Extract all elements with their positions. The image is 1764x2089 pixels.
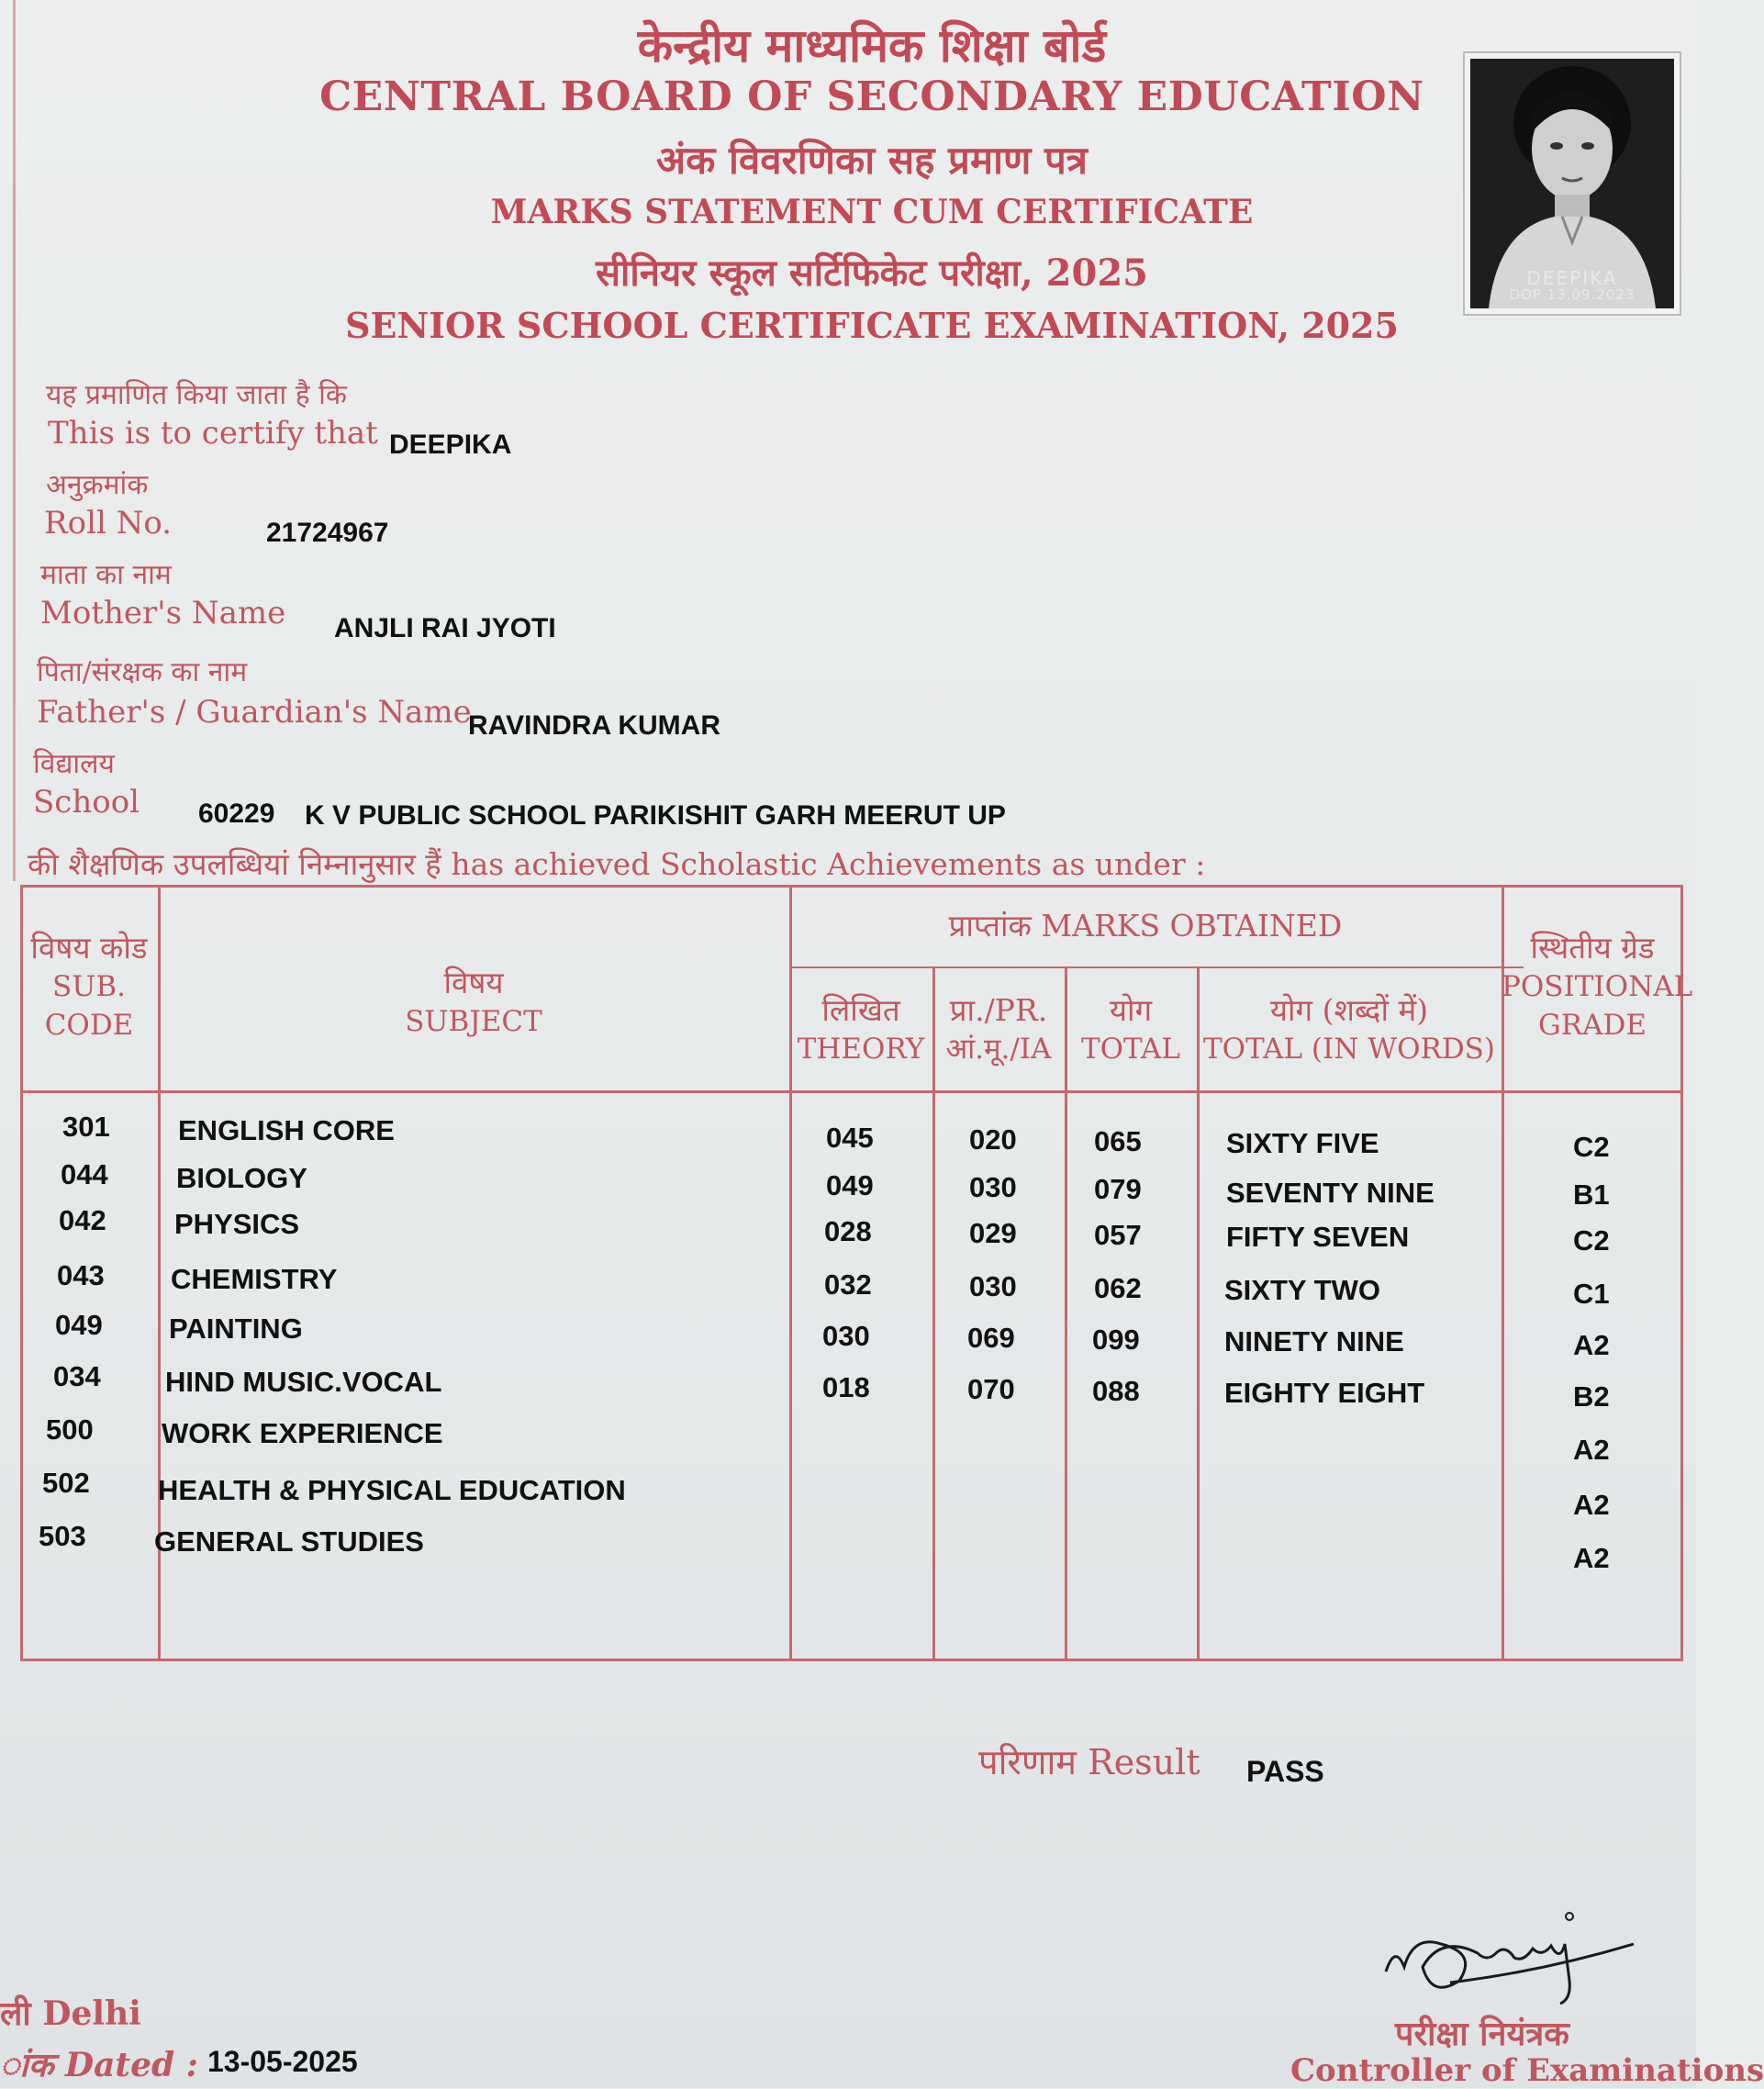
cell-subject: HEALTH & PHYSICAL EDUCATION — [158, 1474, 626, 1506]
page-border — [13, 0, 16, 881]
cell-practical: 070 — [967, 1373, 1015, 1405]
header-theory-en: THEORY — [797, 1033, 925, 1066]
photo-caption — [1470, 267, 1674, 303]
header-theory-hindi: लिखित — [821, 992, 900, 1028]
cell-total: 099 — [1092, 1324, 1140, 1356]
header-grade-en1: POSITIONAL — [1502, 970, 1693, 1003]
col-line-pr — [932, 966, 935, 1661]
cell-grade: A2 — [1573, 1489, 1610, 1521]
marks-table — [20, 885, 1693, 1661]
cell-total-words: EIGHTY EIGHT — [1224, 1377, 1425, 1409]
cell-total-words: SIXTY FIVE — [1226, 1127, 1379, 1159]
cell-grade: C1 — [1573, 1278, 1610, 1310]
header-total-en: TOTAL — [1080, 1033, 1181, 1066]
cell-total-words: SIXTY TWO — [1224, 1274, 1380, 1306]
controller-title: Controller of Examinations — [1290, 2052, 1764, 2089]
cell-total-words: NINETY NINE — [1224, 1325, 1404, 1357]
header-grade-hindi: स्थितीय ग्रेड — [1530, 930, 1655, 966]
col-line-total — [1065, 966, 1067, 1661]
cell-total-words: FIFTY SEVEN — [1226, 1221, 1410, 1253]
cell-subject: WORK EXPERIENCE — [162, 1417, 443, 1449]
cell-grade: C2 — [1573, 1224, 1610, 1257]
cell-code: 034 — [53, 1360, 101, 1392]
cell-code: 500 — [46, 1413, 94, 1446]
header-sub-code — [20, 929, 158, 1044]
board-title-hindi: केन्द्रीय माध्यमिक शिक्षा बोर्ड — [637, 18, 1107, 73]
roll-label: Roll No. — [44, 505, 173, 542]
header-words-hindi: योग (शब्दों में) — [1269, 992, 1429, 1028]
cell-practical: 069 — [967, 1322, 1015, 1354]
photo-date: DOP 13.09.2023 — [1509, 286, 1636, 303]
cell-total: 065 — [1094, 1125, 1142, 1157]
header-grade-en2: GRADE — [1538, 1009, 1647, 1042]
school-code: 60229 — [198, 799, 275, 829]
mother-label-hindi: माता का नाम — [40, 559, 172, 591]
cell-grade: A2 — [1573, 1542, 1610, 1574]
document-title-hindi: अंक विवरणिका सह प्रमाण पत्र — [656, 138, 1088, 183]
header-words-en: TOTAL (IN WORDS) — [1202, 1033, 1496, 1066]
controller-title-hindi: परीक्षा नियंत्रक — [1395, 2015, 1569, 2053]
header-code-en1: SUB. — [52, 970, 126, 1003]
cell-code: 503 — [39, 1520, 86, 1552]
certify-label: This is to certify that — [48, 415, 378, 452]
cell-total: 062 — [1094, 1272, 1142, 1304]
roll-number: 21724967 — [266, 518, 389, 548]
cell-total-words: SEVENTY NINE — [1226, 1177, 1435, 1209]
header-subject-hindi: विषय — [443, 965, 504, 1000]
cell-code: 049 — [55, 1309, 103, 1341]
table-border-bottom — [20, 1659, 1683, 1661]
header-positional-grade — [1502, 929, 1693, 1044]
header-code-hindi: विषय कोड — [30, 930, 148, 966]
cell-grade: B1 — [1573, 1179, 1610, 1211]
header-code-en2: CODE — [44, 1009, 134, 1042]
cell-practical: 030 — [969, 1270, 1017, 1302]
mother-name: ANJLI RAI JYOTI — [334, 613, 556, 643]
photo-name: DEEPIKA — [1526, 267, 1618, 289]
cell-grade: A2 — [1573, 1329, 1610, 1361]
cell-code: 042 — [59, 1204, 106, 1236]
dated-value: 13-05-2025 — [207, 2045, 358, 2078]
student-name: DEEPIKA — [389, 430, 512, 460]
header-total-words — [1197, 991, 1502, 1068]
cell-grade: B2 — [1573, 1380, 1610, 1413]
cell-code: 301 — [62, 1111, 110, 1143]
cell-subject: ENGLISH CORE — [178, 1114, 395, 1146]
cell-practical: 030 — [969, 1171, 1017, 1203]
cell-code: 502 — [42, 1467, 90, 1499]
cell-total: 079 — [1094, 1173, 1142, 1205]
father-label-hindi: पिता/संरक्षक का नाम — [37, 656, 248, 688]
father-name: RAVINDRA KUMAR — [468, 710, 720, 741]
marks-subheader-line — [789, 966, 1524, 968]
cell-theory: 049 — [826, 1169, 874, 1201]
header-total-hindi: योग — [1109, 992, 1153, 1028]
cell-theory: 032 — [824, 1268, 872, 1301]
cell-total: 057 — [1094, 1219, 1142, 1251]
cell-grade: A2 — [1573, 1434, 1610, 1466]
cell-theory: 028 — [824, 1215, 872, 1247]
board-title-english: CENTRAL BOARD OF SECONDARY EDUCATION — [319, 73, 1424, 120]
header-pr-2: आं.मू./IA — [945, 1033, 1052, 1066]
school-label-hindi: विद्यालय — [33, 748, 115, 780]
header-theory — [789, 991, 932, 1068]
school-name: K V PUBLIC SCHOOL PARIKISHIT GARH MEERUT UP — [305, 800, 1006, 831]
result-value: PASS — [1246, 1755, 1324, 1788]
header-subject — [158, 964, 789, 1041]
cell-subject: CHEMISTRY — [171, 1263, 338, 1295]
school-label: School — [33, 784, 140, 821]
header-marks-obtained — [789, 907, 1502, 945]
mother-label: Mother's Name — [40, 595, 286, 631]
cell-theory: 030 — [822, 1320, 870, 1352]
cell-practical: 020 — [969, 1123, 1017, 1156]
cell-practical: 029 — [969, 1217, 1017, 1249]
dated-label: ांक Dated : — [0, 2046, 198, 2084]
cell-grade: C2 — [1573, 1131, 1610, 1163]
achievements-intro: की शैक्षणिक उपलब्धियां निम्नानुसार हैं has achieved Scholastic Achievements as under : — [28, 846, 1206, 882]
cell-subject: BIOLOGY — [176, 1162, 307, 1194]
certify-label-hindi: यह प्रमाणित किया जाता है कि — [46, 379, 347, 411]
issue-place: ली Delhi — [0, 1994, 141, 2033]
header-pr-1: प्रा./PR. — [949, 992, 1048, 1028]
document-title-english: MARKS STATEMENT CUM CERTIFICATE — [490, 193, 1254, 231]
cell-total: 088 — [1092, 1375, 1140, 1407]
header-marks-label: प्राप्तांक MARKS OBTAINED — [948, 908, 1343, 944]
result-label: परिणाम Result — [978, 1742, 1200, 1782]
cell-code: 043 — [57, 1259, 105, 1291]
cell-subject: HIND MUSIC.VOCAL — [165, 1366, 442, 1398]
header-practical — [932, 991, 1065, 1068]
cell-subject: PAINTING — [169, 1313, 303, 1345]
header-total — [1065, 991, 1197, 1068]
cell-subject: GENERAL STUDIES — [154, 1525, 424, 1558]
exam-title-english: SENIOR SCHOOL CERTIFICATE EXAMINATION, 2025 — [345, 305, 1399, 346]
header-subject-en: SUBJECT — [405, 1005, 542, 1038]
controller-signature — [1377, 1880, 1652, 2008]
table-border-top — [20, 885, 1683, 888]
cell-theory: 045 — [826, 1122, 874, 1154]
student-photo — [1465, 53, 1680, 314]
cell-theory: 018 — [822, 1371, 870, 1403]
col-line-words — [1197, 966, 1200, 1661]
exam-title-hindi: सीनियर स्कूल सर्टिफिकेट परीक्षा, 2025 — [596, 251, 1148, 295]
cell-code: 044 — [61, 1158, 108, 1190]
father-label: Father's / Guardian's Name — [37, 694, 472, 731]
roll-label-hindi: अनुक्रमांक — [46, 469, 149, 501]
table-header-divider — [20, 1090, 1683, 1093]
cell-subject: PHYSICS — [174, 1208, 300, 1240]
